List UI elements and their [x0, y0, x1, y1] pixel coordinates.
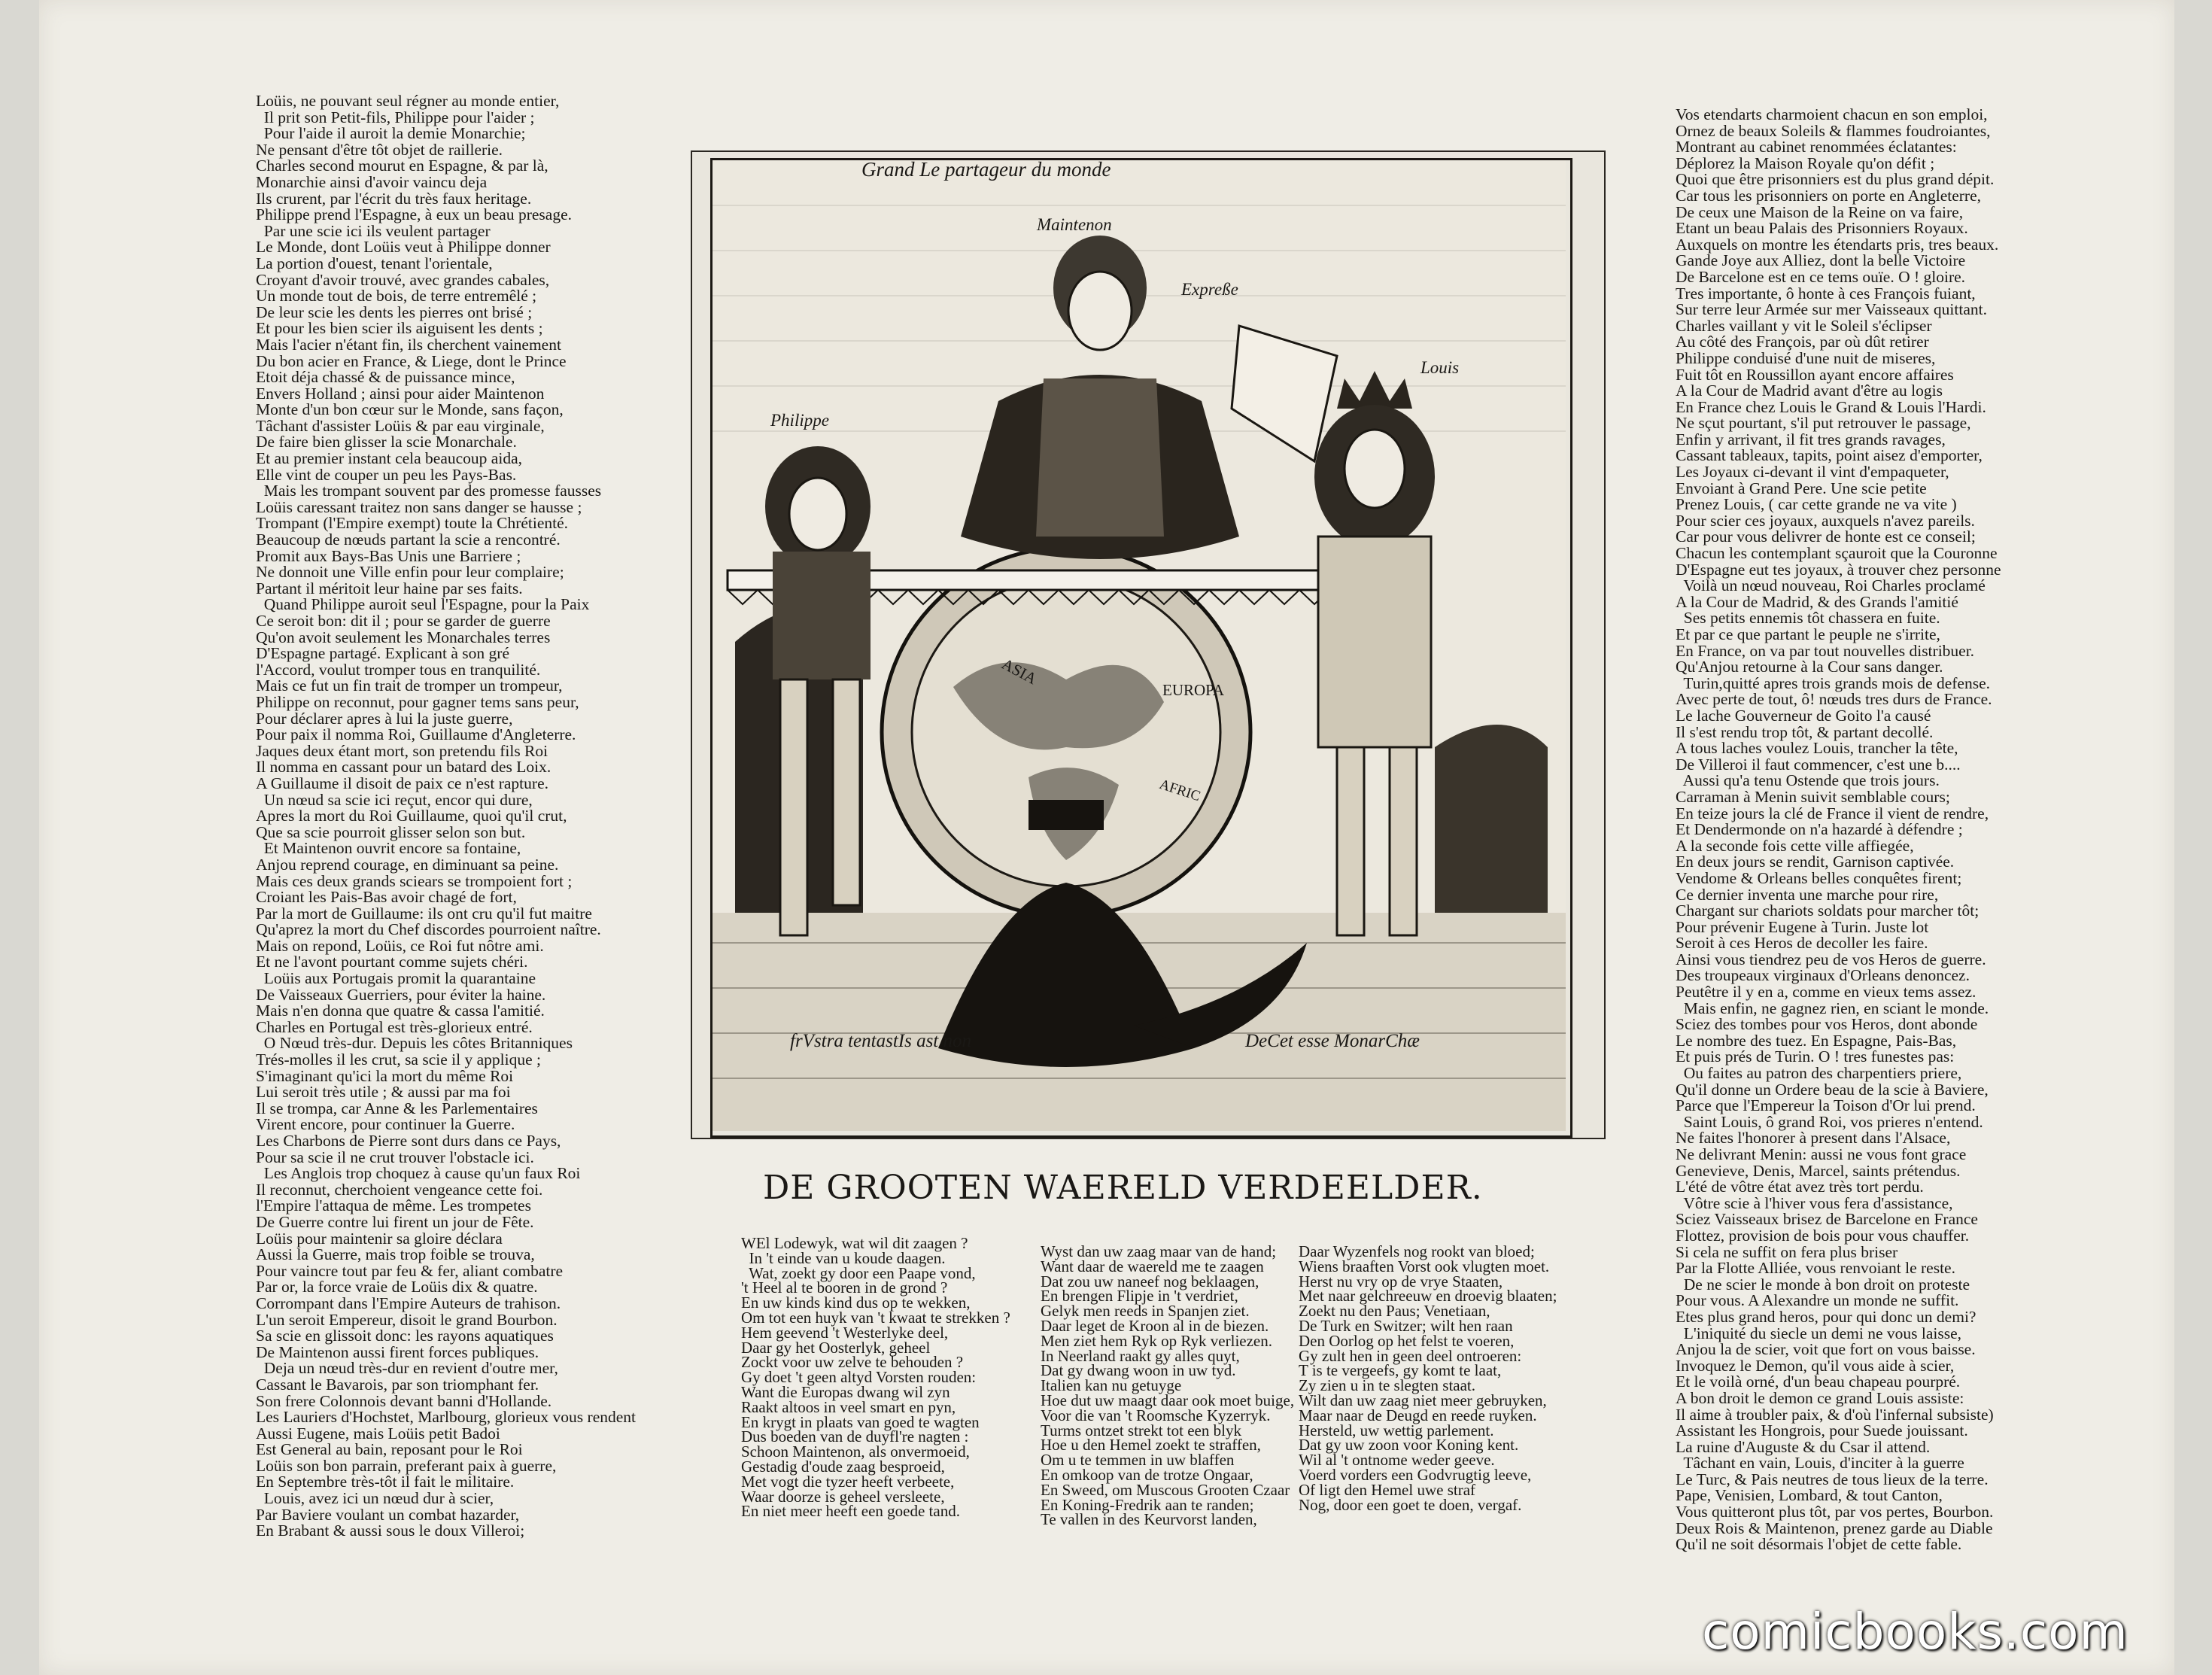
- motto-right: DeCet esse MonarChæ: [1245, 1031, 1420, 1051]
- engraving-caption-title: Grand Le partageur du monde: [861, 158, 1111, 181]
- label-louis: Louis: [1420, 358, 1460, 377]
- label-philippe: Philippe: [770, 411, 829, 430]
- motto-left: frVstra tentastIs ast non: [790, 1031, 971, 1051]
- label-expresse: Expreße: [1181, 280, 1238, 299]
- watermark: comicbooks.com: [1702, 1603, 2128, 1661]
- engraving-image: [713, 160, 1566, 1131]
- globe-label-asia: ASIA: [998, 654, 1041, 689]
- dutch-verse-column-3: Daar Wyzenfels nog rookt van bloed; Wiens braaften Vorst ook vlugten moet. Herst nu vry op de vrye Staaten, Met naar gelchreeuw en droevig blaaten; Zoekt nu den Paus; Venetiaan, De Turk en Switzer; wilt hen raan Den Oorlog op het felst te voeren, Gy zult hen in geen deel ontroeren: T is te vergeefs, gy komt te laat, Zy zien u in te slegten staat. Wilt dan uw zaag niet meer gebruyken, Maar naar de Deugd en reede ruyken. Hersteld, uw wettig parlement. Dat gy uw zoon voor Koning kent. Wil al 't ontnome weder geeve. Voerd vorders een Godvrugtig leeve, Of ligt den Hemel uwe straf Nog, door een goet te doen, vergaf.: [1299, 1242, 1557, 1514]
- right-text-column: Vos etendarts charmoient chacun en son emploi, Ornez de beaux Soleils & flammes foudroiantes, Montrant au cabinet renommées éclatantes: Déplorez la Maison Royale qu'on défit ; Quoi que être prisonniers est du plus grand dépit. Car tous les prisonniers on porte en Angleterre, De ceux une Maison de la Reine on va faire, Etant un beau Palais des Prisonniers Royaux. Auxquels on montre les étendarts pris, tres beaux. Gande Joye aux Alliez, dont la belle Victoire De Barcelone est en ce tems ouïe. O ! gloire. Tres importante, ô honte à ces François fuiant, Sur terre leur Armée sur mer Vaisseaux quittant. Charles vaillant y vit le Soleil s'éclipser Au côté des François, par où dût retirer Philippe conduisé d'une nuit de miseres, Fuit tôt en Roussillon ayant encore affaires A la Cour de Madrid avant d'être au logis En France chez Louis le Grand & Louis l'Hardi. Ne sçut pourtant, s'il put retrouver le passage, Enfin y arrivant, il fit tres grands ravages, Cassant tableaux, tapits, point aisez d'emporter, Les Joyaux ci-devant il vint d'empaqueter, Envoiant à Grand Pere. Une scie petite Prenez Louis, ( car cette grande ne va vite ) Pour scier ces joyaux, auxquels n'avez pareils. Car pour vous delivrer de honte est ce conseil; Chacun les contemplant sçauroit que la Couronne D'Espagne eut tes joyaux, à trouver chez personne Voilà un nœud nouveau, Roi Charles proclamé A la Cour de Madrid, & des Grands l'amitié Ses petits ennemis tôt chassera en fuite. Et par ce que partant le peuple ne s'irrite, En France, on va par tout nouvelles distribuer. Qu'Anjou retourne à la Cour sans danger. Turin,quitté apres trois grands mois de defense. Avec perte de tout, ô! nœuds tres durs de France. Le lache Gouverneur de Goito l'a causé Il s'est rendu trop tôt, & partant decollé. A tous laches voulez Louis, trancher la tête, De Villeroi il faut commencer, c'est une b.... Aussi qu'a tenu Ostende que trois jours. Carraman à Menin suivit semblable cours; En teize jours la clé de France il vient de rendre, Et Dendermonde on n'a hazardé à défendre ; A la seconde fois cette ville affiegée, En deux jours se rendit, Garnison captivée. Vendome & Orleans belles conquêtes firent; Ce dernier inventa une marche pour rire, Chargant sur chariots soldats pour marcher tôt; Pour prévenir Eugene à Turin. Juste lot Seroit à ces Heros de decoller les faire. Ainsi vous tiendrez peu de vos Heros de guerre. Des troupeaux virginaux d'Orleans denoncez. Peutêtre il y en a, comme en vieux tems assez. Mais enfin, ne gagnez rien, en sciant le monde. Sciez des tombes pour vos Heros, dont abonde Le nombre des tuez. En Espagne, Pais-Bas, Et puis prés de Turin. O ! tres funestes pas: Ou faites au patron des charpentiers priere, Qu'il donne un Ordere beau de la scie à Baviere, Parce que l'Empereur la Toison d'Or lui prend. Saint Louis, ô grand Roi, vos prieres n'entend. Ne faites l'honorer à present dans l'Alsace, Ne delivrant Menin: aussi ne vous font grace Genevieve, Denis, Marcel, saints prétendus. L'été de vôtre état avez très tort perdu. Vôtre scie à l'hiver vous fera d'assistance, Sciez Vaisseaux brisez de Barcelone en France Flottez, provision de bois pour vous chauffer. Si cela ne suffit on fera plus briser Par la Flotte Alliée, vous renvoiant le reste. De ne scier le monde à bon droit on proteste Pour vous. A Alexandre un monde ne suffit. Etes plus grand heros, pour qui donc un demi? L'iniquité du siecle un demi ne vous laisse, Anjou la de scier, voit que fort on vous baisse. Invoquez le Demon, qu'il vous aide à scier, Et le voilà orné, d'un beau chapeau pourpré. A bon droit le demon ce grand Louis assiste: Il aime à troubler paix, & d'où l'infernal subsiste) Assistant les Hongrois, pour Suede jouissant. La ruine d'Auguste & du Csar il attend. Tâchant en vain, Louis, d'inciter à la guerre Le Turc, & Pais neutres de tous lieux de la terre. Pape, Venisien, Lombard, & tout Canton, Vous quitteront plus tôt, par vos pertes, Bourbon. Deux Rois & Maintenon, prenez garde au Diable Qu'il ne soit désormais l'objet de cette fable.: [1676, 105, 2001, 1554]
- globe-label-europa: EUROPA: [1162, 681, 1225, 699]
- left-text-column: Loüis, ne pouvant seul régner au monde entier, Il prit son Petit-fils, Philippe pour l'aider ; Pour l'aide il auroit la demie Monarchie; Ne pensant d'être tôt objet de raillerie. Charles second mourut en Espagne, & par là, Monarchie ainsi d'avoir vaincu deja Ils crurent, par l'écrit du très faux heritage. Philippe prend l'Espagne, à eux un beau presage. Par une scie ici ils veulent partager Le Monde, dont Loüis veut à Philippe donner La portion d'ouest, tenant l'orientale, Croyant d'avoir trouvé, avec grandes cabales, Un monde tout de bois, de terre entremêlé ; De leur scie les dents les pierres ont brisé ; Et pour les bien scier ils aiguisent les dents ; Mais l'acier n'étant fin, ils cherchent vainement Du bon acier en France, & Liege, dont le Prince Etoit déja chassé & de puissance mince, Envers Holland ; ainsi pour aider Maintenon Monte d'un bon cœur sur le Monde, sans façon, Tâchant d'assister Loüis & par eau virginale, De faire bien glisser la scie Monarchale. Et au premier instant cela beaucoup aida, Elle vint de couper un peu les Pays-Bas. Mais les trompant souvent par des promesse fausses Loüis caressant traitez non sans danger se hausse ; Trompant (l'Empire exempt) toute la Chrétienté. Beaucoup de nœuds partant la scie a rencontré. Promit aux Bays-Bas Unis une Barriere ; Ne donnoit une Ville enfin pour leur complaire; Partant il méritoit leur haine par ses faits. Quand Philippe auroit seul l'Espagne, pour la Paix Ce seroit bon: dit il ; pour se garder de guerre Qu'on avoit seulement les Monarchales terres D'Espagne partagé. Explicant à son gré l'Accord, voulut tromper tous en tranquilité. Mais ce fut un fin trait de tromper un trompeur, Philippe on reconnut, pour gagner tems sans peur, Pour déclarer apres à lui la juste guerre, Pour paix il nomma Roi, Guillaume d'Angleterre. Jaques deux étant mort, son pretendu fils Roi Il nomma en cassant pour un batard des Loix. A Guillaume il disoit de paix ce n'est rapture. Un nœud sa scie ici reçut, encor qui dure, Apres la mort du Roi Guillaume, quoi qu'il crut, Que sa scie pourroit glisser selon son but. Et Maintenon ouvrit encore sa fontaine, Anjou reprend courage, en diminuant sa peine. Mais ces deux grands sciears se trompoient fort ; Croiant les Pais-Bas avoir chagé de fort, Par la mort de Guillaume: ils ont cru qu'il fut maitre Qu'aprez la mort du Chef discordes pourroient naître. Mais on repond, Loüis, ce Roi fut nôtre ami. Et ne l'avont pourtant comme sujets chéri. Loüis aux Portugais promit la quarantaine De Vaisseaux Guerriers, pour éviter la haine. Mais n'en donna que quatre & cassa l'amitié. Charles en Portugal est très-glorieux entré. O Nœud très-dur. Depuis les côtes Britanniques Trés-molles il les crut, sa scie il y applique ; S'imaginant qu'ici la mort du même Roi Lui seroit très utile ; & aussi par ma foi Il se trompa, car Anne & les Parlementaires Virent encore, pour continuer la Guerre. Les Charbons de Pierre sont durs dans ce Pays, Pour sa scie il ne crut trouver l'obstacle ici. Les Anglois trop choquez à cause qu'un faux Roi Il reconnut, cherchoient vengeance cette foi. l'Empire l'attaqua de même. Les trompetes De Guerre contre lui firent un jour de Fête. Loüis pour maintenir sa gloire déclara Aussi la Guerre, mais trop foible se trouva, Pour vaincre tout par feu & fer, aliant combatre Par or, la force vraie de Loüis dix & quatre. Corrompant dans l'Empire Auteurs de trahison. L'un seroit Empereur, disoit le grand Bourbon. Sa scie en glissoit donc: les rayons aquatiques De Maintenon aussi firent forces publiques. Deja un nœud très-dur en revient d'outre mer, Cassant le Bavarois, par son triomphant fer. Son frere Colonnois devant banni d'Hollande. Les Lauriers d'Hochstet, Marlbourg, glorieux vous rendent Aussi Eugene, mais Loüis petit Badoi Est General au bain, reposant pour le Roi Loüis son bon parrain, preferant paix à guerre, En Septembre très-tôt il fait le militaire. Louis, avez ici un nœud dur à scier, Par Baviere voulant un combat hazarder, En Brabant & aussi sous le doux Villeroi;: [256, 92, 637, 1540]
- dutch-verse-column-2: Wyst dan uw zaag maar van de hand; Want daar de waereld me te zaagen Dat zou uw naneef nog beklaagen, En brengen Flipje in 't verdriet, Gelyk men reeds in Spanjen ziet. Daar leget de Kroon al in de biezen. Men ziet hem Ryk op Ryk verliezen. In Neerland raakt gy alles quyt, Dat gy dwang woon in uw tyd. Italien kan nu getuyge Hoe dut uw maagt daar ook moet buige, Voor die van 't Roomsche Kyzerryk. Turms ontzet strekt tot een blyk Hoe u den Hemel zoekt te straffen, Om u te temmen in uw blaffen En omkoop van de trotze Ongaar, En Sweed, om Muscous Grooten Czaar En Koning-Fredrik aan te randen; Te vallen in des Keurvorst landen,: [1041, 1242, 1295, 1529]
- main-title: DE GROOTEN WAERELD VERDEELDER.: [763, 1169, 1483, 1207]
- globe-label-afric: AFRIC: [1157, 776, 1202, 805]
- dutch-verse-column-1: WEl Lodewyk, wat wil dit zaagen ? In 't einde van u koude daagen. Wat, zoekt gy door een Paape vond, 't Heel al te booren in de grond ? En uw kinds kind dus op te wekken, Om tot een huyk van 't kwaat te strekken ? Hem geevend 't Westerlyke deel, Daar gy het Oosterlyk, geheel Zockt voor uw zelve te behouden ? Gy doet 't geen altyd Vorsten rouden: Want die Europas dwang wil zyn Raakt altoos in veel smart en pyn, En krygt in plaats van goed te wagten Dus boeden van de duyfl're nagten : Schoon Maintenon, als onvermoeid, Gestadig d'oude zaag besproeid, Met vogt die tyzer heeft verbeete, Waar doorze is geheel versleete, En niet meer heeft een goede tand.: [741, 1234, 1010, 1521]
- label-maintenon: Maintenon: [1037, 215, 1112, 234]
